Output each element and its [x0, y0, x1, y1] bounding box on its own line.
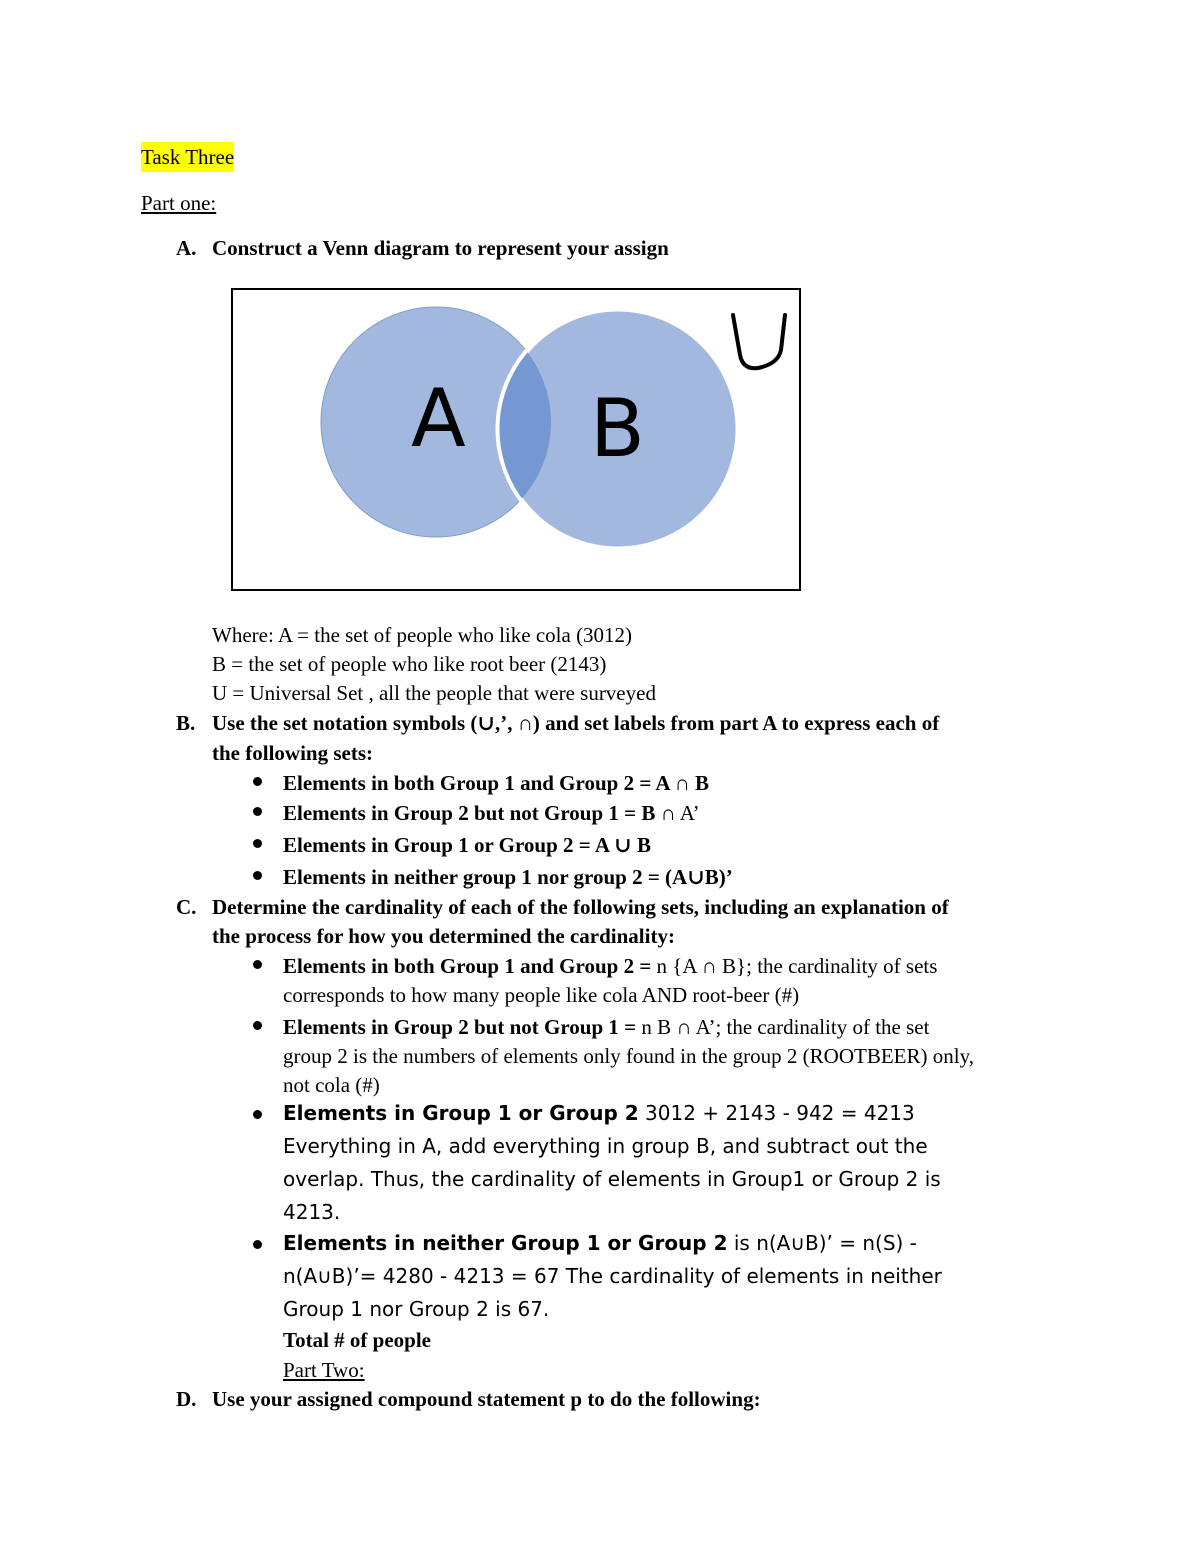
c-bullet-3-line4: 4213. — [283, 1200, 341, 1224]
bullet-dot — [253, 1110, 262, 1119]
where-line-a: Where: A = the set of people who like cola (3012) — [212, 623, 633, 647]
c-bullet-2-line3: not cola (#) — [283, 1073, 380, 1097]
section-d-heading: Use your assigned compound statement p to do the following: — [212, 1387, 761, 1411]
venn-diagram-svg — [233, 290, 803, 593]
section-c-marker: C. — [176, 895, 197, 919]
c-bullet-3: Elements in Group 1 or Group 2 3012 + 2143 - 942 = 4213 — [283, 1101, 915, 1125]
b-bullet-3: Elements in Group 1 or Group 2 = A ∪ B — [283, 833, 651, 857]
where-line-u: U = Universal Set , all the people that were surveyed — [212, 681, 656, 705]
c-bullet-2-line2: group 2 is the numbers of elements only found in the group 2 (ROOTBEER) only, — [283, 1044, 974, 1068]
universal-set-u-handwritten — [733, 315, 785, 368]
venn-diagram — [231, 288, 801, 591]
task-title: Task Three — [141, 142, 234, 172]
c-bullet-4: Elements in neither Group 1 or Group 2 is n(A∪B)’ = n(S) - — [283, 1231, 917, 1255]
where-line-b: B = the set of people who like root beer (2143) — [212, 652, 607, 676]
c-bullet-2: Elements in Group 2 but not Group 1 = n B ∩ A’; the cardinality of the set — [283, 1015, 930, 1039]
c-bullet-3-line3: overlap. Thus, the cardinality of elements in Group1 or Group 2 is — [283, 1167, 941, 1191]
b-bullet-4: Elements in neither group 1 nor group 2 = (A∪B)’ — [283, 865, 733, 889]
section-a-marker: A. — [176, 236, 197, 260]
bullet-dot — [253, 807, 262, 816]
c-bullet-4-line3: Group 1 nor Group 2 is 67. — [283, 1297, 550, 1321]
bullet-dot — [253, 960, 262, 969]
section-c-heading-line1: Determine the cardinality of each of the following sets, including an explanation of — [212, 895, 949, 919]
bullet-dot — [253, 1240, 262, 1249]
b-bullet-1: Elements in both Group 1 and Group 2 = A ∩ B — [283, 771, 709, 795]
c-bullet-4-line2: n(A∪B)’= 4280 - 4213 = 67 The cardinality of elements in neither — [283, 1264, 942, 1288]
b-bullet-2: Elements in Group 2 but not Group 1 = B ∩ A’ — [283, 801, 700, 825]
total-people-label: Total # of people — [283, 1328, 431, 1352]
section-d-marker: D. — [176, 1387, 197, 1411]
bullet-dot — [253, 839, 262, 848]
section-a-heading: Construct a Venn diagram to represent your assign — [212, 236, 669, 260]
bullet-dot — [253, 1021, 262, 1030]
section-b-heading-line2: the following sets: — [212, 741, 373, 765]
part-two-heading: Part Two: — [283, 1358, 365, 1382]
bullet-dot — [253, 871, 262, 880]
part-one-heading: Part one: — [141, 191, 217, 215]
c-bullet-3-line2: Everything in A, add everything in group B, and subtract out the — [283, 1134, 928, 1158]
venn-label-a: A — [411, 372, 466, 465]
bullet-dot — [253, 777, 262, 786]
c-bullet-1: Elements in both Group 1 and Group 2 = n {A ∩ B}; the cardinality of sets — [283, 954, 938, 978]
section-c-heading-line2: the process for how you determined the cardinality: — [212, 924, 675, 948]
venn-label-b: B — [590, 382, 645, 475]
c-bullet-1-line2: corresponds to how many people like cola AND root-beer (#) — [283, 983, 800, 1007]
section-b-heading-line1: Use the set notation symbols (∪,’, ∩) and set labels from part A to express each of — [212, 711, 940, 735]
section-b-marker: B. — [176, 711, 196, 735]
